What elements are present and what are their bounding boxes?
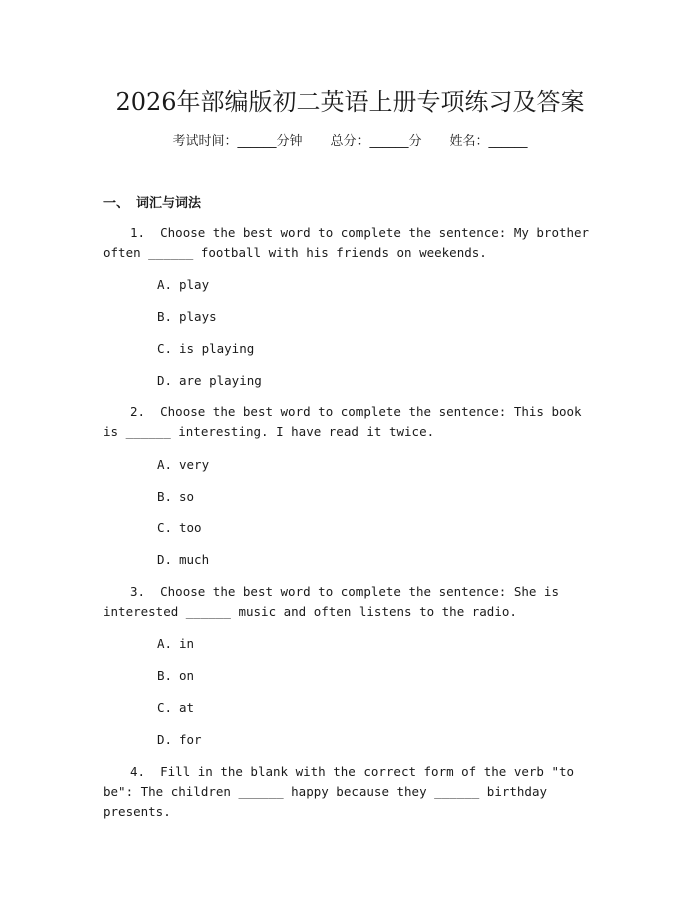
option-text: in bbox=[179, 636, 195, 651]
question-text: Choose the best word to complete the sentence: This book is ______ interesting. I have read it twice. bbox=[103, 404, 582, 439]
option-letter: D. bbox=[157, 552, 173, 567]
option-2b bbox=[157, 489, 194, 505]
question-3 bbox=[103, 582, 598, 622]
option-letter: B. bbox=[157, 489, 173, 504]
question-number: 4. bbox=[130, 764, 146, 779]
option-3c bbox=[157, 700, 194, 716]
option-text: for bbox=[179, 732, 202, 747]
option-letter: C. bbox=[157, 520, 173, 535]
option-text: play bbox=[179, 277, 210, 292]
option-text: on bbox=[179, 668, 195, 683]
question-2 bbox=[103, 402, 598, 442]
time-blank: ______ bbox=[237, 134, 277, 149]
score-unit: 分 bbox=[408, 134, 422, 149]
option-2d bbox=[157, 552, 209, 568]
option-letter: C. bbox=[157, 700, 173, 715]
score-label: 总分： bbox=[330, 134, 370, 149]
name-blank: ______ bbox=[488, 134, 528, 149]
option-text: is playing bbox=[179, 341, 255, 356]
option-text: so bbox=[179, 489, 195, 504]
exam-info-line bbox=[0, 130, 700, 149]
option-text: much bbox=[179, 552, 210, 567]
time-unit: 分钟 bbox=[276, 134, 303, 149]
option-2c bbox=[157, 520, 202, 536]
option-text: too bbox=[179, 520, 202, 535]
question-text: Choose the best word to complete the sentence: She is interested ______ music and often listens to the radio. bbox=[103, 584, 559, 619]
option-letter: A. bbox=[157, 457, 173, 472]
question-4 bbox=[103, 762, 598, 822]
option-1b bbox=[157, 309, 217, 325]
option-3b bbox=[157, 668, 194, 684]
option-3d bbox=[157, 732, 202, 748]
time-label: 考试时间： bbox=[172, 134, 238, 149]
question-1 bbox=[103, 223, 598, 263]
name-label: 姓名： bbox=[449, 134, 489, 149]
option-text: plays bbox=[179, 309, 217, 324]
option-1d bbox=[157, 373, 262, 389]
option-letter: B. bbox=[157, 309, 173, 324]
question-text: Choose the best word to complete the sentence: My brother often ______ football with his friends on weekends. bbox=[103, 225, 590, 260]
section-heading bbox=[103, 192, 201, 211]
question-text: Fill in the blank with the correct form of the verb "to be": The children ______ happy because they ______ birthday presents. bbox=[103, 764, 575, 819]
option-1c bbox=[157, 341, 254, 357]
option-text: very bbox=[179, 457, 210, 472]
score-blank: ______ bbox=[369, 134, 409, 149]
section-title: 词汇与词法 bbox=[136, 196, 202, 211]
option-text: are playing bbox=[179, 373, 262, 388]
option-letter: D. bbox=[157, 373, 173, 388]
section-number: 一、 bbox=[103, 196, 130, 211]
option-letter: A. bbox=[157, 636, 173, 651]
option-letter: C. bbox=[157, 341, 173, 356]
option-text: at bbox=[179, 700, 195, 715]
option-1a bbox=[157, 277, 209, 293]
option-letter: A. bbox=[157, 277, 173, 292]
page-title: 2026年部编版初二英语上册专项练习及答案 bbox=[115, 88, 585, 116]
option-2a bbox=[157, 457, 209, 473]
question-number: 2. bbox=[130, 404, 146, 419]
option-letter: D. bbox=[157, 732, 173, 747]
option-3a bbox=[157, 636, 194, 652]
option-letter: B. bbox=[157, 668, 173, 683]
question-number: 1. bbox=[130, 225, 146, 240]
question-number: 3. bbox=[130, 584, 146, 599]
